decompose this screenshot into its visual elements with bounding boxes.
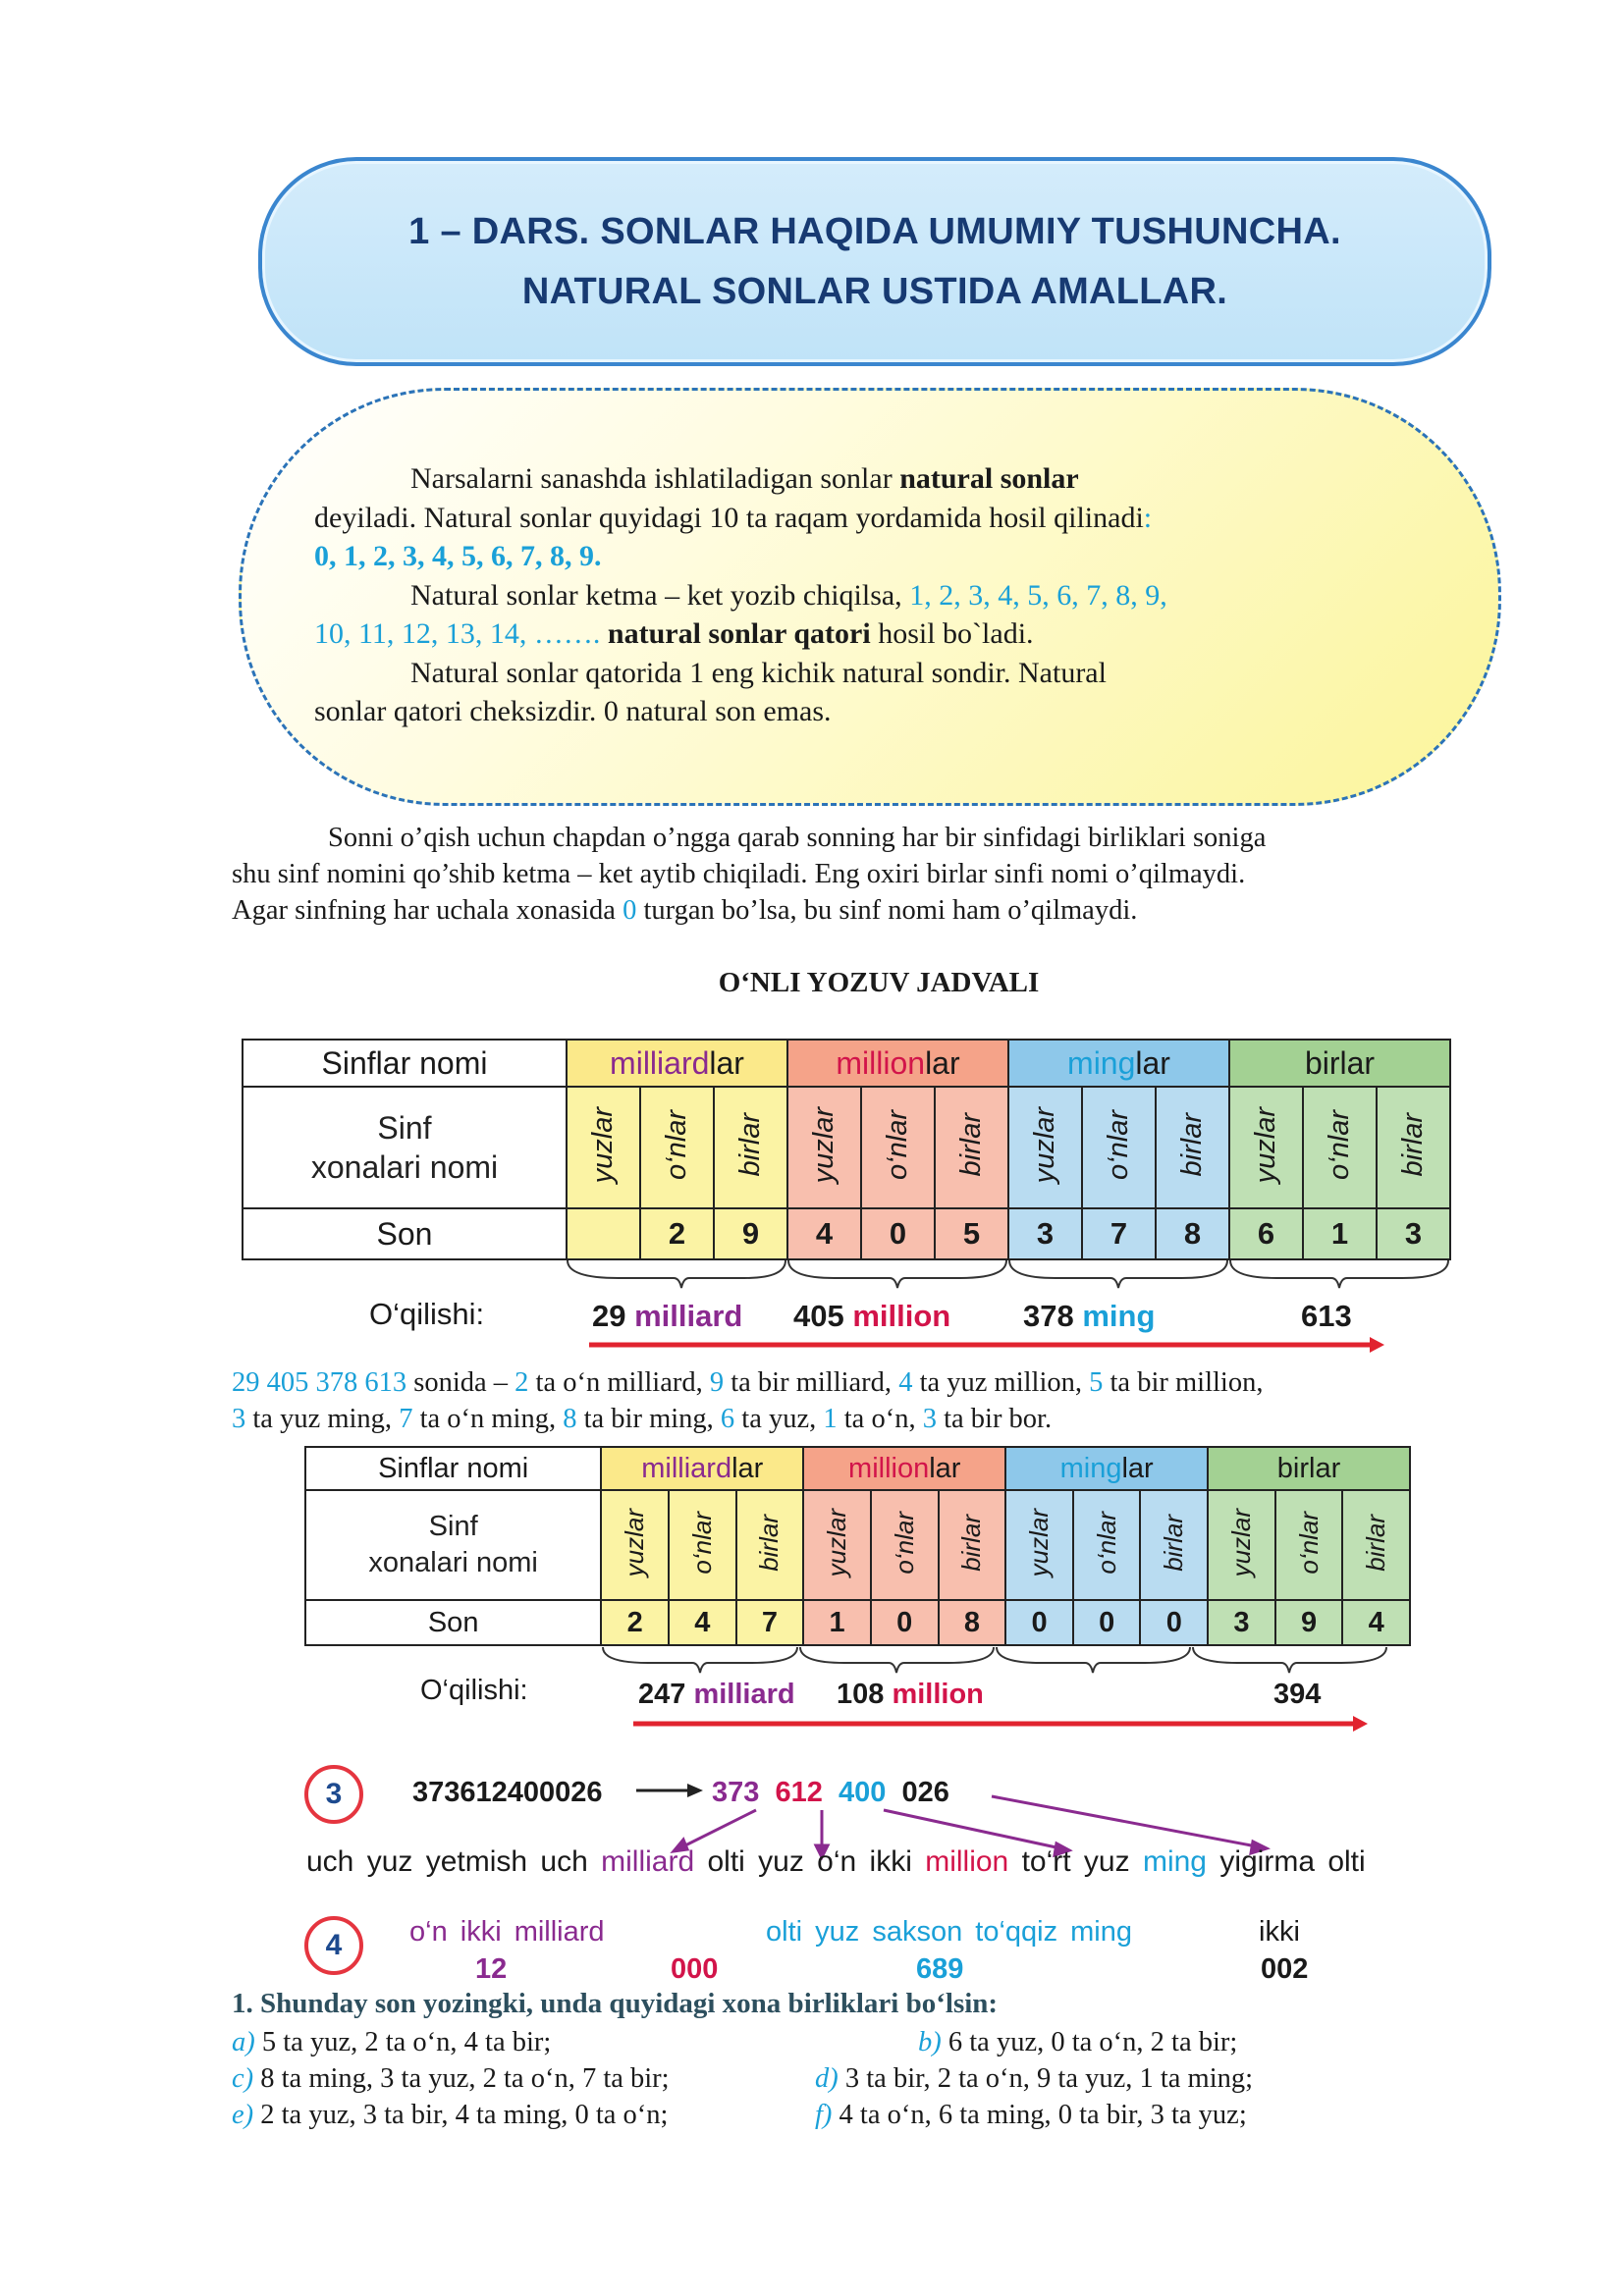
definition-p3-line1: Natural sonlar qatorida 1 eng kichik natural sondir. Natural <box>410 656 1107 689</box>
class-thousands: minglar <box>1008 1040 1229 1087</box>
definition-p1-start: Narsalarni sanashda ishlatiladigan sonlar <box>410 462 900 495</box>
exercise-title: 1. Shunday son yozingki, unda quyidagi xona birliklari bo‘lsin: <box>232 1988 999 2019</box>
reading-part-thousands: 378 ming <box>1023 1299 1156 1333</box>
digit-cell: 0 <box>871 1600 939 1645</box>
reading-part-millions: 405 million <box>793 1299 951 1333</box>
digit-cell: 2 <box>640 1208 714 1259</box>
digits-list: 0, 1, 2, 3, 4, 5, 6, 7, 8, 9. <box>314 540 602 572</box>
brace-billions <box>568 1260 785 1288</box>
class-billions: milliardlar <box>601 1447 803 1490</box>
row-label-places: Sinf xonalari nomi <box>243 1087 567 1208</box>
lesson-title-line2: NATURAL SONLAR USTIDA AMALLAR. <box>521 270 1228 312</box>
place-ones: birlar <box>1156 1087 1229 1208</box>
example-4-num-millions: 000 <box>671 1953 719 1985</box>
digit-cell: 6 <box>1229 1208 1303 1259</box>
reading-part-units: 394 <box>1273 1679 1322 1710</box>
place-hundreds: yuzlar <box>1005 1490 1073 1600</box>
place-tens: o‘nlar <box>640 1087 714 1208</box>
natural-sequence-2: 10, 11, 12, 13, 14, ……. <box>314 617 601 650</box>
place-tens: o‘nlar <box>1303 1087 1377 1208</box>
definition-p3-line2: sonlar qatori cheksizdir. 0 natural son emas. <box>314 695 832 727</box>
class-thousands: minglar <box>1005 1447 1208 1490</box>
place-ones: birlar <box>1342 1490 1410 1600</box>
class-millions: millionlar <box>803 1447 1005 1490</box>
place-ones: birlar <box>736 1490 804 1600</box>
reading-arrow-head <box>1353 1716 1368 1732</box>
digit-cell: 0 <box>861 1208 935 1259</box>
definition-p2-start: Natural sonlar ketma – ket yozib chiqilsa, <box>410 578 910 612</box>
row-label-class-names: Sinflar nomi <box>243 1040 567 1087</box>
place-ones: birlar <box>935 1087 1008 1208</box>
place-hundreds: yuzlar <box>1229 1087 1303 1208</box>
place-tens: o‘nlar <box>871 1490 939 1600</box>
digit-cell: 7 <box>736 1600 804 1645</box>
row-label-number: Son <box>243 1208 567 1259</box>
place-hundreds: yuzlar <box>1008 1087 1082 1208</box>
digit-cell: 7 <box>1082 1208 1156 1259</box>
digit-cell: 1 <box>803 1600 871 1645</box>
example-4-word-units: ikki <box>1259 1916 1300 1948</box>
example-4-num-billions: 12 <box>475 1953 508 1985</box>
natural-sequence-1: 1, 2, 3, 4, 5, 6, 7, 8, 9, <box>909 578 1167 612</box>
place-value-table-2 <box>304 1446 1411 1646</box>
table2-braces-and-arrow <box>0 1645 1624 1743</box>
example-3-words: uch yuz yetmish uch milliard olti yuz o‘n ikki million to‘rt yuz ming yigirma olti <box>306 1845 1366 1878</box>
place-ones: birlar <box>939 1490 1006 1600</box>
place-hundreds: yuzlar <box>601 1490 669 1600</box>
place-tens: o‘nlar <box>861 1087 935 1208</box>
digit-cell: 0 <box>1140 1600 1208 1645</box>
class-units: birlar <box>1208 1447 1410 1490</box>
reading-part-millions: 108 million <box>837 1679 984 1710</box>
term-natural-series: natural sonlar qatori <box>607 617 871 650</box>
example-4-word-billions: o‘n ikki milliard <box>409 1916 605 1948</box>
place-tens: o‘nlar <box>1073 1490 1141 1600</box>
definition-p2-end: hosil bo`ladi. <box>870 617 1034 650</box>
reading-rule-paragraph <box>232 820 1508 929</box>
exercise-item-f: f) 4 ta o‘n, 6 ta ming, 0 ta bir, 3 ta yuz; <box>815 2100 1247 2130</box>
digit-cell: 8 <box>1156 1208 1229 1259</box>
reading-rule-zero: 0 <box>623 895 637 926</box>
reading-rule-line3-end: turgan bo’lsa, bu sinf nomi ham o’qilmaydi. <box>636 895 1138 926</box>
digit-cell: 4 <box>787 1208 861 1259</box>
reading-rule-line3-start: Agar sinfning har uchala xonasida <box>232 895 623 926</box>
row-label-number: Son <box>305 1600 601 1645</box>
row-label-places: Sinf xonalari nomi <box>305 1490 601 1600</box>
digit-cell: 3 <box>1377 1208 1450 1259</box>
reading-arrow-head <box>1370 1337 1384 1353</box>
brace-billions <box>603 1647 797 1673</box>
brace-millions <box>788 1260 1006 1288</box>
digit-cell: 3 <box>1208 1600 1275 1645</box>
exercise-item-b: b) 6 ta yuz, 0 ta o‘n, 2 ta bir; <box>918 2027 1238 2057</box>
brace-units <box>1230 1260 1448 1288</box>
place-tens: o‘nlar <box>669 1490 736 1600</box>
reading-part-units: 613 <box>1301 1299 1352 1333</box>
place-hundreds: yuzlar <box>1208 1490 1275 1600</box>
brace-millions <box>800 1647 994 1673</box>
example-4-num-thousands: 689 <box>916 1953 964 1985</box>
digit-cell: 8 <box>939 1600 1006 1645</box>
digit-cell: 1 <box>1303 1208 1377 1259</box>
exercise-item-d: d) 3 ta bir, 2 ta o‘n, 9 ta yuz, 1 ta ming; <box>815 2063 1254 2094</box>
brace-units <box>1193 1647 1386 1673</box>
class-units: birlar <box>1229 1040 1450 1087</box>
place-hundreds: yuzlar <box>787 1087 861 1208</box>
brace-thousands <box>997 1647 1190 1673</box>
example-4-word-thousands: olti yuz sakson to‘qqiz ming <box>766 1916 1132 1948</box>
definition-p1-end: deyiladi. Natural sonlar quyidagi 10 ta raqam yordamida hosil qilinadi <box>314 501 1144 534</box>
lesson-title-line1: 1 – DARS. SONLAR HAQIDA UMUMIY TUSHUNCHA. <box>408 210 1341 252</box>
table-heading: O‘NLI YOZUV JADVALI <box>718 967 1040 998</box>
digit-cell: 0 <box>1073 1600 1141 1645</box>
class-billions: milliardlar <box>567 1040 787 1087</box>
exercise-item-a: a) 5 ta yuz, 2 ta o‘n, 4 ta bir; <box>232 2027 552 2057</box>
place-ones: birlar <box>1140 1490 1208 1600</box>
reading-part-billions: 29 milliard <box>592 1299 743 1333</box>
reading-label-1: O‘qilishi: <box>369 1297 485 1331</box>
term-natural-numbers: natural sonlar <box>899 462 1079 495</box>
class-millions: millionlar <box>787 1040 1008 1087</box>
example-3-number: 373612400026 <box>412 1777 603 1808</box>
digit-cell: 4 <box>1342 1600 1410 1645</box>
example-3-badge: 3 <box>304 1765 363 1824</box>
reading-rule-line2: shu sinf nomini qo’shib ketma – ket aytib chiqiladi. Eng oxiri birlar sinfi nomi o’qilmaydi. <box>232 859 1246 889</box>
exercise-item-c: c) 8 ta ming, 3 ta yuz, 2 ta o‘n, 7 ta bir; <box>232 2063 670 2094</box>
reading-part-billions: 247 milliard <box>638 1679 795 1710</box>
example-4-num-units: 002 <box>1261 1953 1309 1985</box>
place-hundreds: yuzlar <box>567 1087 640 1208</box>
lesson-title-banner <box>258 157 1491 366</box>
definition-text <box>314 459 1394 731</box>
place-ones: birlar <box>714 1087 787 1208</box>
row-label-class-names: Sinflar nomi <box>305 1447 601 1490</box>
digit-cell: 3 <box>1008 1208 1082 1259</box>
place-ones: birlar <box>1377 1087 1450 1208</box>
digit-cell: 4 <box>669 1600 736 1645</box>
reading-label-2: O‘qilishi: <box>420 1675 528 1706</box>
place-tens: o‘nlar <box>1082 1087 1156 1208</box>
reading-rule-line1: Sonni o’qish uchun chapdan o’ngga qarab sonning har bir sinfidagi birliklari soniga <box>328 823 1267 853</box>
place-tens: o‘nlar <box>1275 1490 1343 1600</box>
digit-cell: 5 <box>935 1208 1008 1259</box>
digit-explanation: 29 405 378 613 sonida – 2 ta o‘n milliard, 9 ta bir milliard, 4 ta yuz million, 5 ta bir million, 3 ta yuz ming, 7 ta o‘n ming, 8 ta bir ming, 6 ta yuz, 1 ta o‘n, 3 ta bir bor. <box>232 1367 1264 1434</box>
digit-cell <box>567 1208 640 1259</box>
digit-cell: 9 <box>1275 1600 1343 1645</box>
digit-cell: 0 <box>1005 1600 1073 1645</box>
brace-thousands <box>1009 1260 1227 1288</box>
digit-cell: 2 <box>601 1600 669 1645</box>
digit-cell: 9 <box>714 1208 787 1259</box>
definition-colon: : <box>1143 501 1153 534</box>
place-value-table-1 <box>242 1039 1451 1260</box>
example-4-badge: 4 <box>304 1916 363 1975</box>
example-3-grouped: 373 612 400 026 <box>712 1777 949 1808</box>
exercise-item-e: e) 2 ta yuz, 3 ta bir, 4 ta ming, 0 ta o‘n; <box>232 2100 669 2130</box>
place-hundreds: yuzlar <box>803 1490 871 1600</box>
